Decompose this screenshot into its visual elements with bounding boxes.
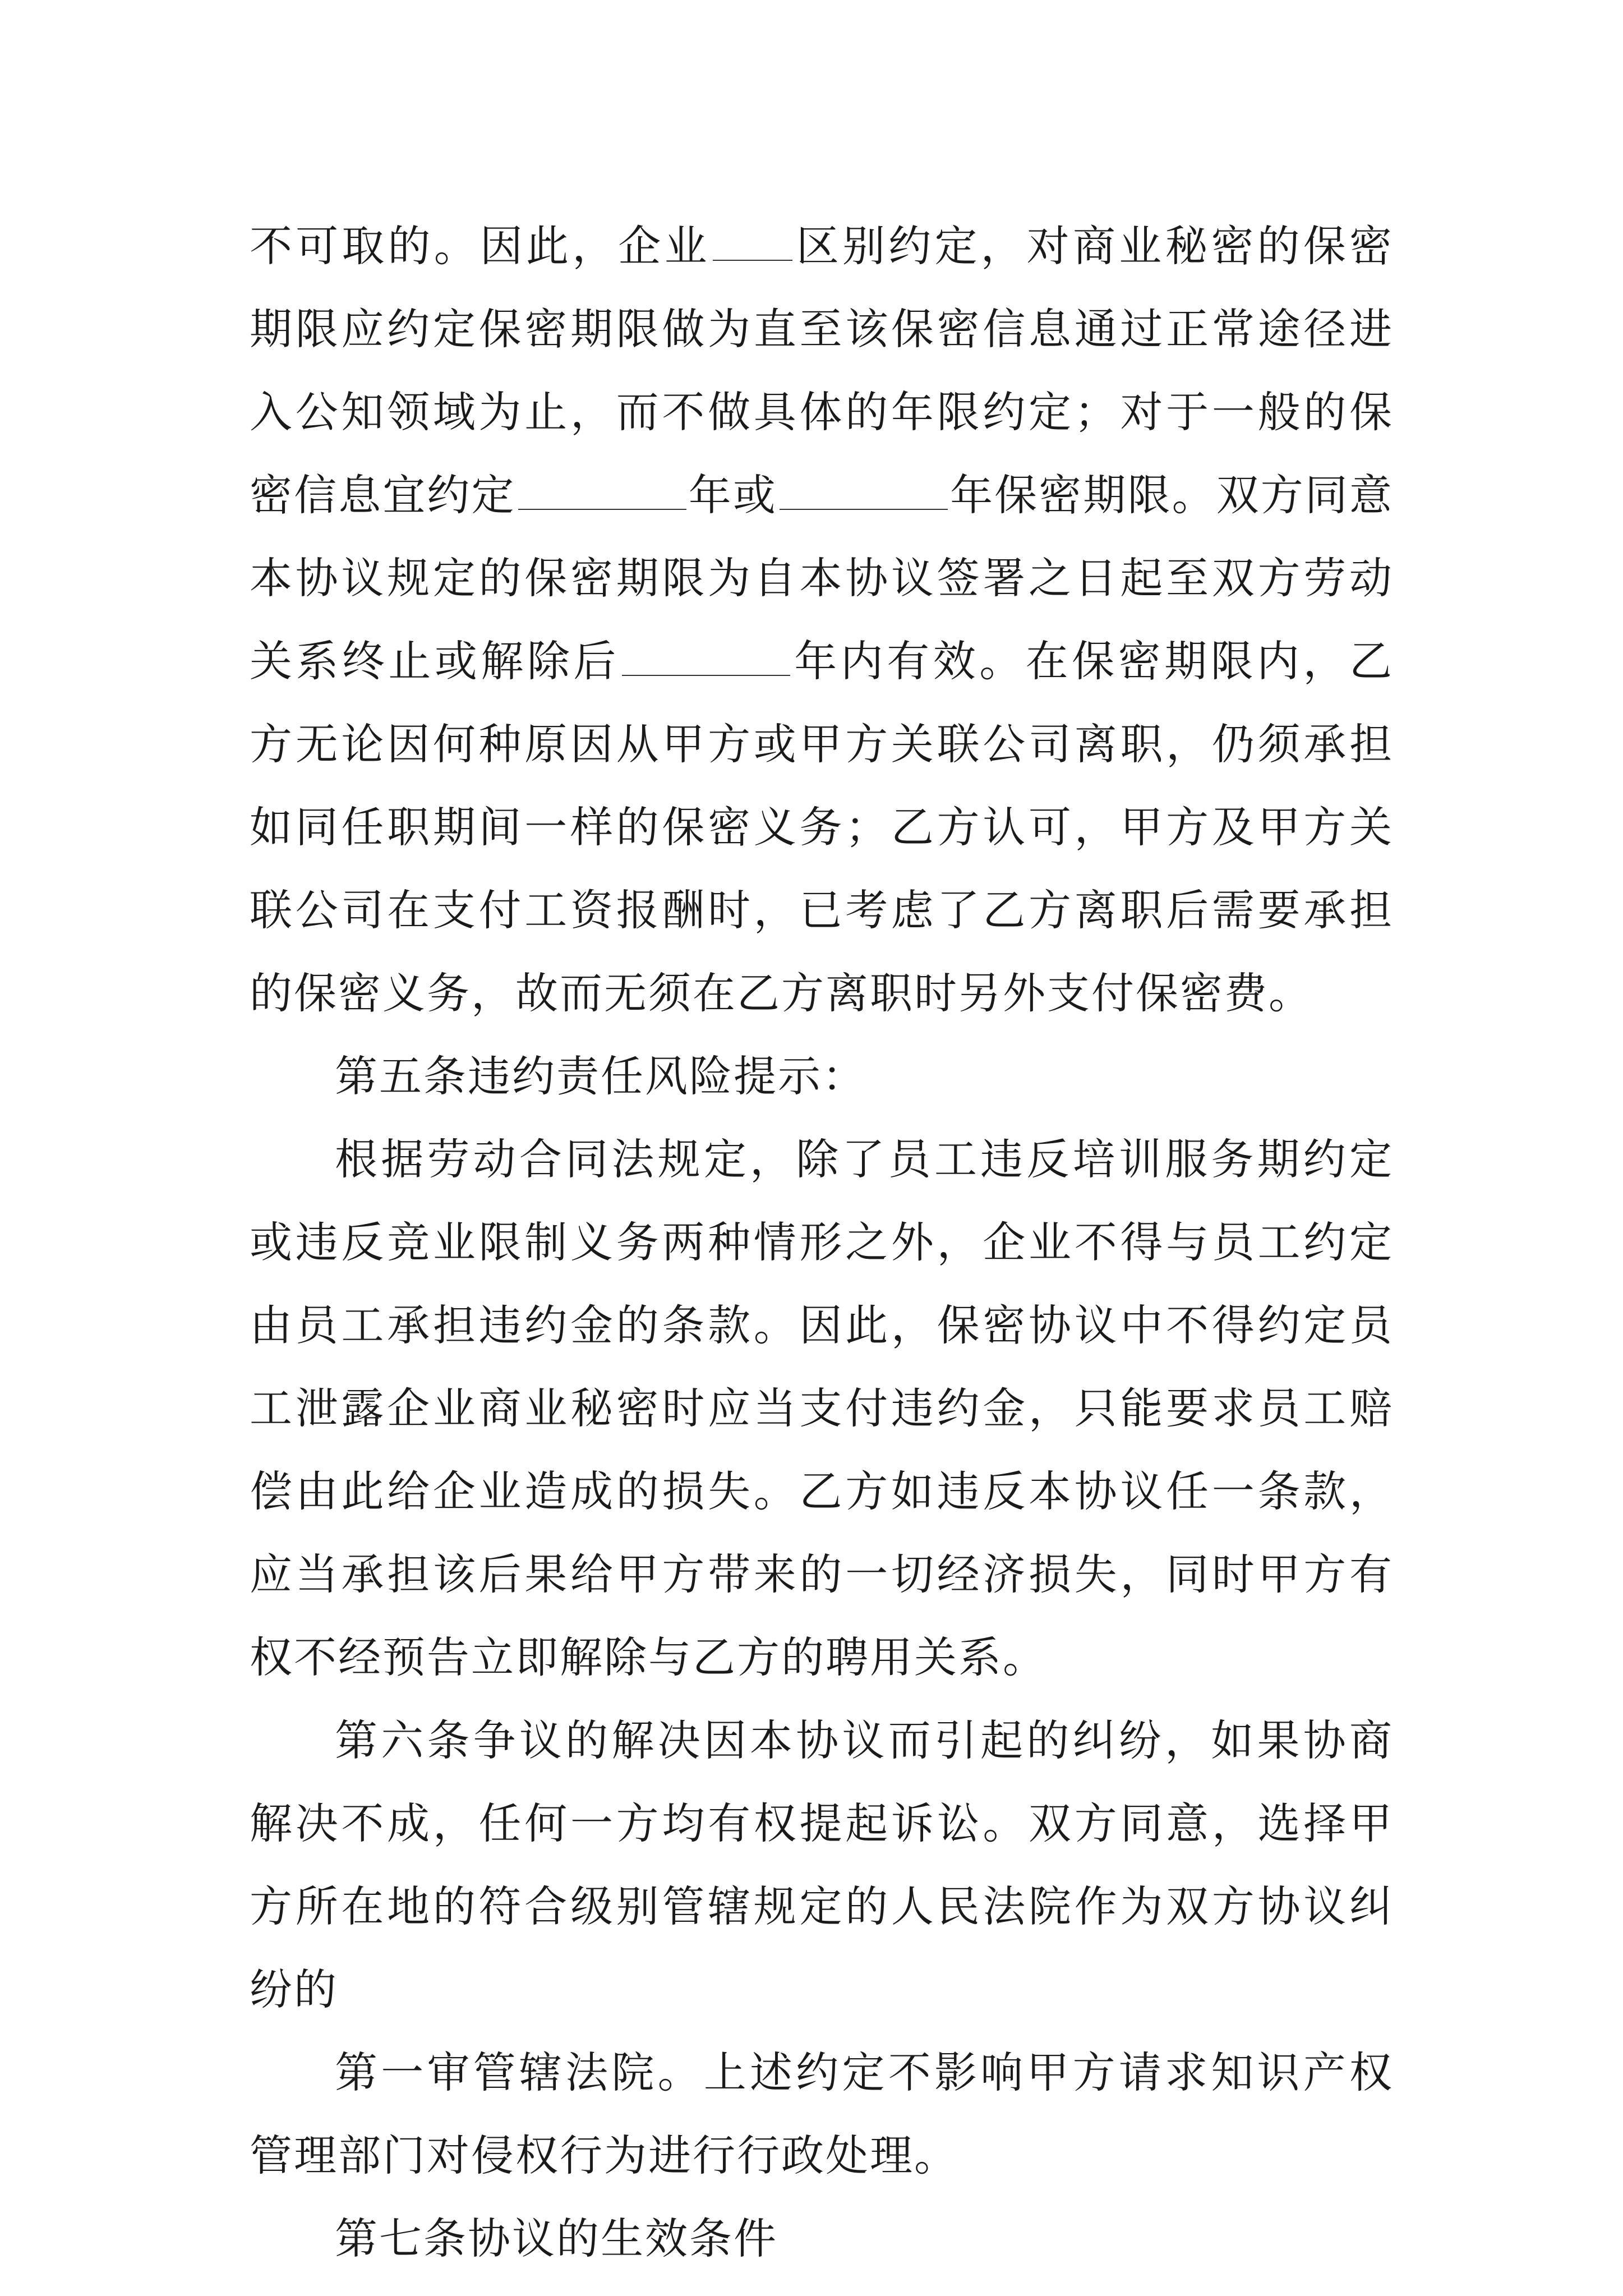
paragraph-jurisdiction: 第一审管辖法院。上述约定不影响甲方请求知识产权管理部门对侵权行为进行行政处理。: [250, 2047, 1394, 2180]
p1-text-5: 年内有效。在保密期限内，乙方无论因何种原因从甲方或甲方关联公司离职，仍须承担如同任职期间一样的保密义务；乙方认可，甲方及甲方关联公司在支付工资报酬时，已考虑了乙方离职后需要承担的保密义务，故而无须在乙方离职时另外支付保密费。: [250, 636, 1394, 1018]
p1-text-2: 区别约定，对商业秘密的保密期限应约定保密期限做为直至该保密信息通过正常途径进入公知领域为止，而不做具体的年限约定；对于一般的保密信息宜约定: [250, 221, 1394, 520]
paragraph-liability: 根据劳动合同法规定，除了员工违反培训服务期约定或违反竞业限制义务两种情形之外，企业不得与员工约定由员工承担违约金的条款。因此，保密协议中不得约定员工泄露企业商业秘密时应当支付违约金，只能要求员工赔偿由此给企业造成的损失。乙方如违反本协议任一条款，应当承担该后果给甲方带来的一切经济损失，同时甲方有权不经预告立即解除与乙方的聘用关系。: [250, 1134, 1394, 1682]
p1-text-1: 不可取的。因此，企业: [250, 221, 711, 271]
heading-article-5: 第五条违约责任风险提示：: [335, 1051, 866, 1101]
blank-line-2: [518, 470, 686, 510]
blank-line-3: [780, 470, 948, 510]
paragraph-article-6-dispute: 第六条争议的解决因本协议而引起的纠纷，如果协商解决不成，任何一方均有权提起诉讼。双方同意，选择甲方所在地的符合级别管辖规定的人民法院作为双方协议纠纷的: [250, 1715, 1394, 2014]
heading-article-7: 第七条协议的生效条件: [335, 2214, 778, 2263]
paragraph-confidentiality-term: [250, 205, 1394, 1035]
document-body: [250, 205, 1394, 2280]
p1-text-4: 年保密期限。双方同意本协议规定的保密期限为自本协议签署之日起至双方劳动关系终止或解除后: [250, 470, 1394, 686]
blank-line-1: [713, 220, 792, 261]
blank-line-4: [622, 636, 790, 676]
p1-text-3: 年或: [688, 470, 777, 520]
